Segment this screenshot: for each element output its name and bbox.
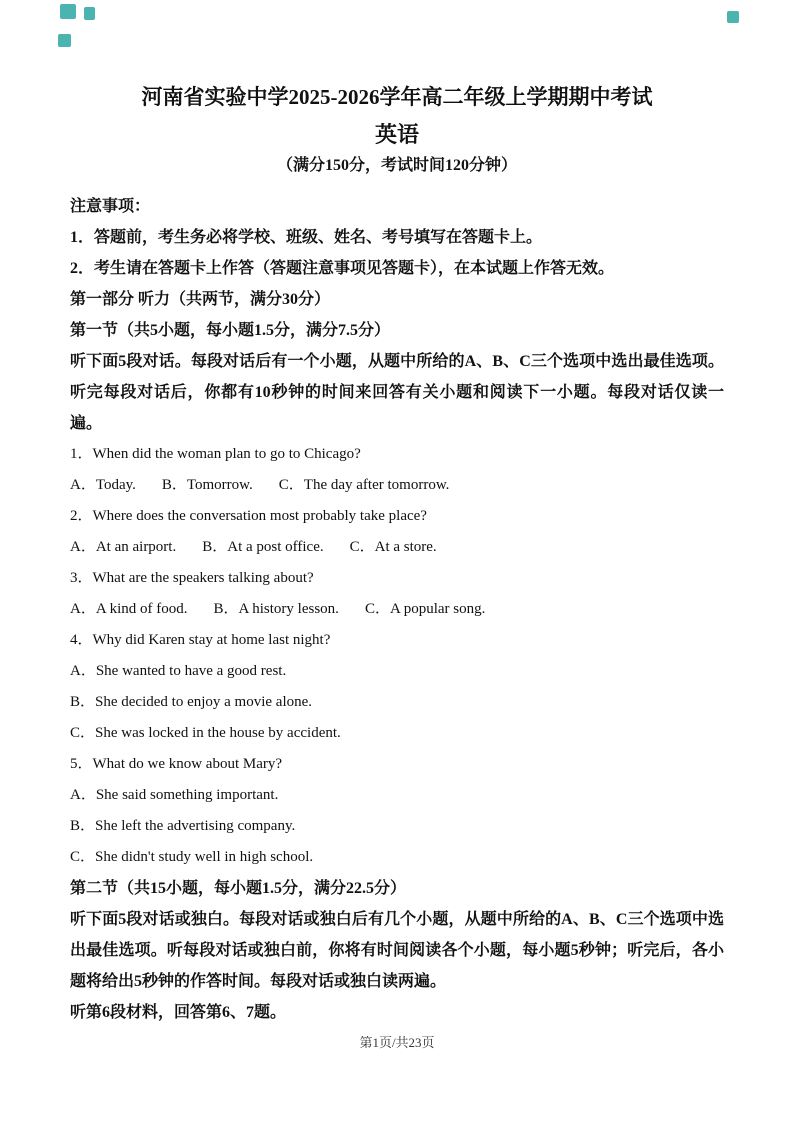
section2-heading: 第二节（共15小题，每小题1.5分，满分22.5分） [70, 879, 407, 897]
question-option: C．At a store. [349, 538, 437, 555]
question-options [70, 532, 724, 563]
question-text: 5．What do we know about Mary? [70, 755, 283, 772]
question-option: C．She didn't study well in high school. [70, 848, 314, 865]
score-line: （满分150分，考试时间120分钟） [276, 156, 517, 174]
notice-heading: 注意事项： [70, 197, 151, 215]
question-option: B．At a post office. [202, 538, 324, 555]
page-footer: 第1页/共23页 [359, 1035, 435, 1050]
section2-instructions: 听下面5段对话或独白。每段对话或独白后有几个小题，从题中所给的A、B、C三个选项中选出最佳选项。听每段对话或独白前，你将有时间阅读各个小题，每小题5秒钟；听完后，各小题将给出5秒钟的作答时间。每段对话或独白读两遍。 [70, 910, 724, 990]
exam-body [70, 191, 724, 1028]
question-block [70, 625, 724, 749]
question-option: B．A history lesson. [213, 600, 339, 617]
question-block [70, 439, 724, 501]
material-line: 听第6段材料，回答第6、7题。 [70, 1003, 287, 1021]
section1-heading: 第一节（共5小题，每小题1.5分，满分7.5分） [70, 321, 391, 339]
question-text: 1．When did the woman plan to go to Chicago? [70, 445, 361, 462]
question-options [70, 470, 724, 501]
question-option: A．At an airport. [70, 538, 177, 555]
question-option: A．She said something important. [70, 786, 279, 803]
question-text: 2．Where does the conversation most probably take place? [70, 507, 427, 524]
scan-artifact-icon [60, 4, 76, 19]
question-option: A．She wanted to have a good rest. [70, 662, 287, 679]
part1-heading: 第一部分 听力（共两节，满分30分） [70, 290, 331, 308]
question-option: C．The day after tomorrow. [278, 476, 450, 493]
question-option: A．A kind of food. [70, 600, 188, 617]
section1-instructions: 听下面5段对话。每段对话后有一个小题，从题中所给的A、B、C三个选项中选出最佳选项。听完每段对话后，你都有10秒钟的时间来回答有关小题和阅读下一小题。每段对话仅读一遍。 [70, 352, 724, 432]
doc-subject: 英语 [374, 122, 419, 148]
question-options [70, 594, 724, 625]
question-option: A．Today. [70, 476, 136, 493]
question-text: 3．What are the speakers talking about? [70, 569, 314, 586]
question-option: B．She left the advertising company. [70, 817, 296, 834]
doc-title: 河南省实验中学2025-2026学年高二年级上学期期中考试 [141, 85, 653, 109]
scan-artifact-icon [84, 7, 95, 20]
question-block [70, 749, 724, 873]
question-block [70, 563, 724, 625]
notice-item: 1．答题前，考生务必将学校、班级、姓名、考号填写在答题卡上。 [70, 228, 543, 246]
question-block [70, 501, 724, 563]
scan-artifact-icon [58, 34, 71, 47]
question-text: 4．Why did Karen stay at home last night? [70, 631, 331, 648]
question-option: B．She decided to enjoy a movie alone. [70, 693, 313, 710]
notice-item: 2．考生请在答题卡上作答（答题注意事项见答题卡），在本试题上作答无效。 [70, 259, 615, 277]
question-option: B．Tomorrow. [161, 476, 253, 493]
question-option: C．She was locked in the house by accident. [70, 724, 341, 741]
questions [70, 439, 724, 873]
scan-artifact-icon [727, 11, 739, 23]
question-option: C．A popular song. [364, 600, 486, 617]
